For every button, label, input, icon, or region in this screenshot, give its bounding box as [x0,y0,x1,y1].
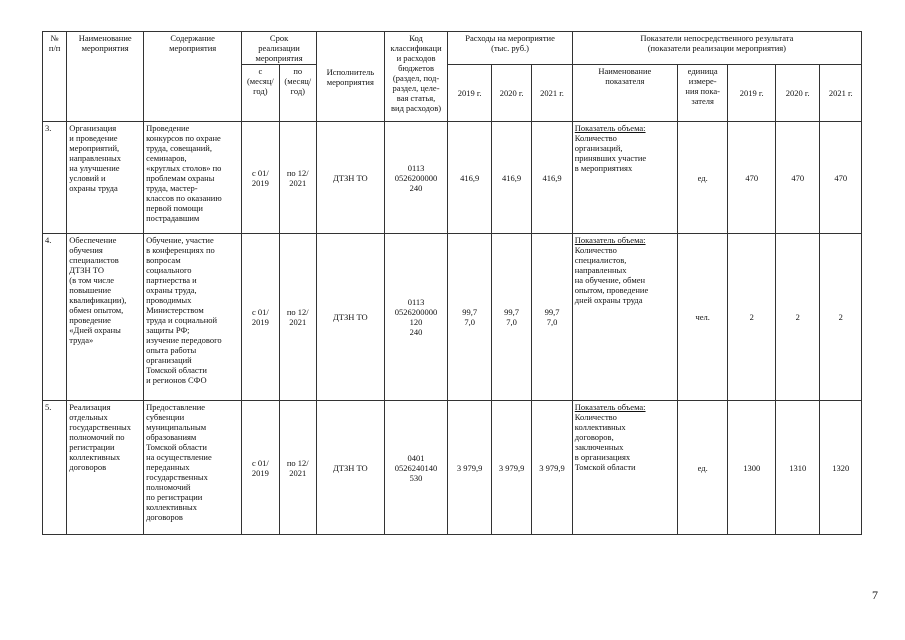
header-exp-year: 2020 г. [491,65,531,122]
row-num: 3. [43,122,67,234]
header-content: Содержание мероприятия [144,32,242,122]
header-val-year: 2021 г. [820,65,862,122]
page-number: 7 [872,588,878,602]
table-row [43,234,862,401]
header-num: № п/п [43,32,67,122]
row-exp: 416,9 [532,122,572,234]
header-indicator-name: Наименование показателя [572,65,677,122]
header-name: Наименование мероприятия [67,32,144,122]
row-name: Организация и проведение мероприятий, направленных на улучшение условий и охраны труда [67,122,144,234]
row-indicator [572,234,677,401]
row-to: по 12/ 2021 [279,122,316,234]
row-indicator [572,122,677,234]
row-val: 1300 [728,401,776,535]
header-val-year: 2020 г. [775,65,819,122]
row-unit: ед. [677,401,728,535]
indicator-title: Показатель объема: [574,123,646,133]
row-val: 1310 [775,401,819,535]
row-exp: 416,9 [491,122,531,234]
row-code: 0113 0526200000 240 [384,122,448,234]
row-num: 4. [43,234,67,401]
row-to: по 12/ 2021 [279,234,316,401]
table-row [43,122,862,234]
row-name: Реализация отдельных государственных полномочий по регистрации коллективных договоров [67,401,144,535]
row-from: с 01/ 2019 [242,122,279,234]
indicator-text: Количество коллективных договоров, заключенных в организациях Томской области [574,412,636,472]
table-row [43,401,862,535]
row-from: с 01/ 2019 [242,401,279,535]
header-val-year: 2019 г. [728,65,776,122]
row-exp: 3 979,9 [532,401,572,535]
row-val: 470 [820,122,862,234]
row-content: Проведение конкурсов по охране труда, совещаний, семинаров, «круглых столов» по проблемам охраны труда, мастер- классов по оказанию первой помощи пострадавшим [144,122,242,234]
row-val: 2 [775,234,819,401]
row-exp: 99,7 7,0 [532,234,572,401]
row-val: 1320 [820,401,862,535]
row-exp: 3 979,9 [491,401,531,535]
row-indicator [572,401,677,535]
row-content: Предоставление субвенции муниципальным образованиям Томской области на осуществление переданных государственных полномочий по регистрации коллективных договоров [144,401,242,535]
row-name: Обеспечение обучения специалистов ДТЗН ТО (в том числе повышение квалификации), обмен опытом, проведение «Дней охраны труда» [67,234,144,401]
header-period: Срок реализации мероприятия [242,32,317,65]
row-code: 0113 0526200000 120 240 [384,234,448,401]
row-val: 2 [820,234,862,401]
header-unit: единица измере- ния пока- зателя [677,65,728,122]
header-code: Код классификаци и расходов бюджетов (раздел, под- раздел, целе- вая статья, вид расходов) [384,32,448,122]
indicator-text: Количество специалистов, направленных на обучение, обмен опытом, проведение дней охраны труда [574,245,649,305]
header-period-from: с (месяц/ год) [242,65,279,122]
indicator-text: Количество организаций, принявших участие в мероприятиях [574,133,647,173]
row-from: с 01/ 2019 [242,234,279,401]
row-unit: чел. [677,234,728,401]
row-code: 0401 0526240140 530 [384,401,448,535]
header-period-to: по (месяц/ год) [279,65,316,122]
header-exp-year: 2019 г. [448,65,491,122]
row-unit: ед. [677,122,728,234]
header-exp-year: 2021 г. [532,65,572,122]
row-to: по 12/ 2021 [279,401,316,535]
row-val: 2 [728,234,776,401]
row-val: 470 [728,122,776,234]
row-executor: ДТЗН ТО [316,401,384,535]
row-val: 470 [775,122,819,234]
row-executor: ДТЗН ТО [316,234,384,401]
header-executor: Исполнитель мероприятия [316,32,384,122]
indicator-title: Показатель объема: [574,235,646,245]
program-table [42,31,862,535]
indicator-title: Показатель объема: [574,402,646,412]
row-exp: 416,9 [448,122,491,234]
header-expenses: Расходы на мероприятие (тыс. руб.) [448,32,572,65]
row-exp: 99,7 7,0 [448,234,491,401]
row-content: Обучение, участие в конференциях по вопросам социального партнерства и охраны труда, проводимых Министерством труда и социальной защиты РФ; изучение передового опыта работы организаций Томской области и регионов СФО [144,234,242,401]
header-indicators: Показатели непосредственного результата (показатели реализации мероприятия) [572,32,861,65]
row-executor: ДТЗН ТО [316,122,384,234]
row-exp: 99,7 7,0 [491,234,531,401]
row-exp: 3 979,9 [448,401,491,535]
row-num: 5. [43,401,67,535]
